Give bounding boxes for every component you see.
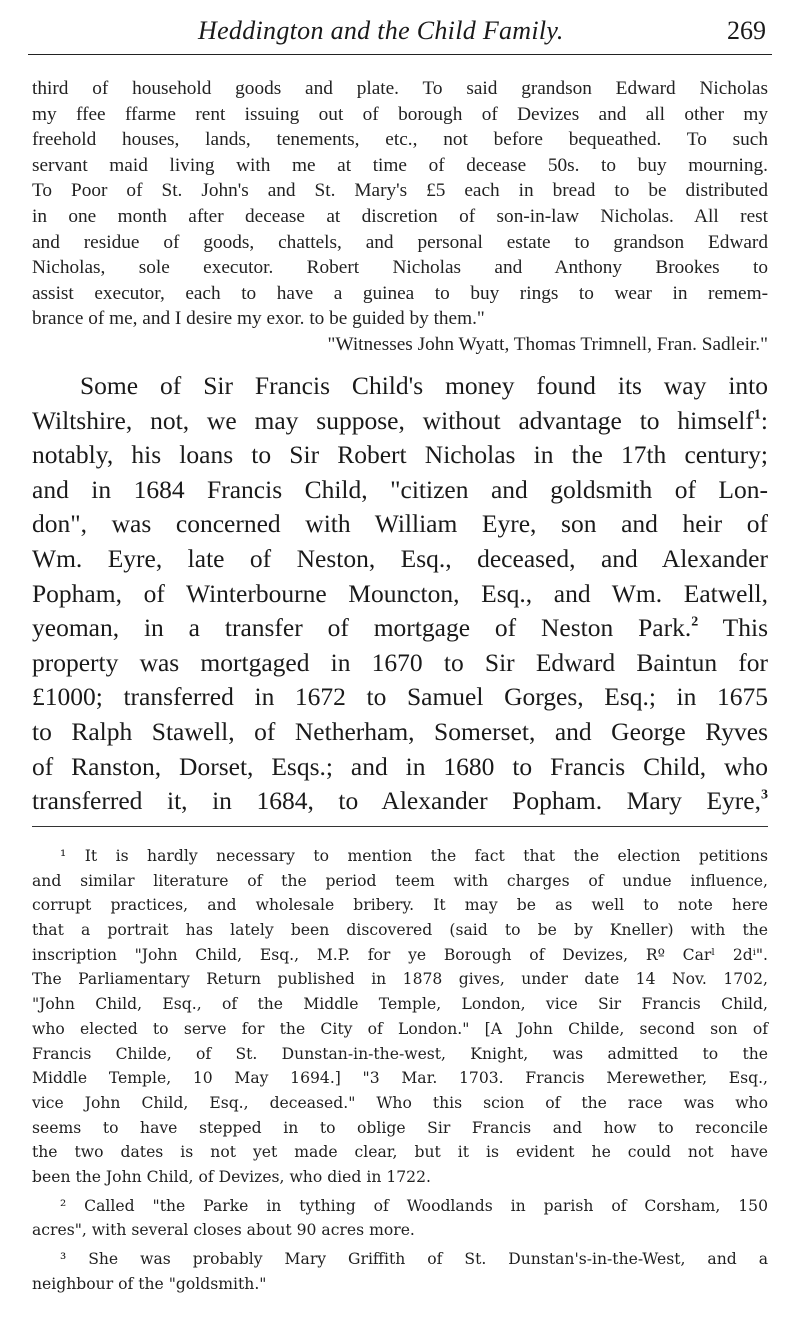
quote-line: third of household goods and plate. To said grandson Edward Nicholas	[32, 78, 768, 99]
footnote-line: seems to have stepped in to oblige Sir Francis and how to reconcile	[32, 1118, 768, 1137]
body-line	[32, 611, 768, 646]
body-line: notably, his loans to Sir Robert Nicholas in the 17th century;	[32, 440, 768, 470]
page-number: 269	[727, 16, 766, 45]
footnote-line: Middle Temple, 10 May 1694.] "3 Mar. 1703. Francis Merewether, Esq.,	[32, 1069, 768, 1088]
body-line: Some of Sir Francis Child's money found its way into	[80, 371, 768, 400]
footnote-line: Francis Childe, of St. Dunstan-in-the-west, Knight, was admitted to the	[32, 1044, 768, 1063]
footnote-line: ¹ It is hardly necessary to mention the fact that the election petitions	[60, 847, 768, 865]
running-header	[28, 14, 772, 55]
footnote-ref-3[interactable]: 3	[760, 787, 768, 803]
body-text: This	[698, 613, 768, 643]
footnote-1	[32, 844, 768, 1190]
body-text: transferred it, in 1684, to Alexander Popham. Mary Eyre,	[32, 786, 761, 816]
quote-line: my ffee ffarme rent issuing out of borough of Devizes and all other my	[32, 103, 768, 125]
body-line: Popham, of Winterbourne Mouncton, Esq., and Wm. Eatwell,	[32, 578, 768, 608]
footnote-line: The Parliamentary Return published in 1878 gives, under date 14 Nov. 1702,	[32, 970, 768, 989]
body-text: :	[760, 405, 768, 435]
body-line: property was mortgaged in 1670 to Sir Edward Baintun for	[32, 647, 768, 677]
footnote-line: who elected to serve for the City of London." [A John Childe, second son of	[32, 1019, 768, 1038]
quote-line: brance of me, and I desire my exor. to be guided by them."	[32, 308, 485, 330]
body-line: Wm. Eyre, late of Neston, Esq., deceased, and Alexander	[32, 543, 768, 573]
footnote-line: acres", with several closes about 90 acres more.	[32, 1221, 415, 1240]
footnote-ref-2[interactable]: 2	[691, 614, 699, 630]
footnote-3	[32, 1247, 768, 1296]
footnote-line: been the John Child, of Devizes, who died in 1722.	[32, 1167, 431, 1186]
witnesses-line: "Witnesses John Wyatt, Thomas Trimnell, Fran. Sadleir."	[327, 333, 768, 355]
footnote-line: the two dates is not yet made clear, but it is evident he could not have	[32, 1143, 768, 1162]
body-line	[32, 404, 768, 439]
quote-line: and residue of goods, chattels, and personal estate to grandson Edward	[32, 231, 768, 253]
main-paragraph	[32, 369, 768, 819]
quote-line: in one month after decease at discretion of son-in-law Nicholas. All rest	[32, 205, 768, 227]
quote-line: Nicholas, sole executor. Robert Nicholas and Anthony Brookes to	[32, 257, 768, 279]
footnote-line: inscription "John Child, Esq., M.P. for ye Borough of Devizes, Rº Carˡ 2dⁱ".	[32, 945, 768, 964]
footnote-line: ² Called "the Parke in tything of Woodlands in parish of Corsham, 150	[60, 1196, 768, 1215]
quote-line: freehold houses, lands, tenements, etc., not before bequeathed. To such	[32, 129, 768, 151]
body-text: Wiltshire, not, we may suppose, without advantage to himself	[32, 405, 754, 435]
body-line: to Ralph Stawell, of Netherham, Somerset, and George Ryves	[32, 716, 768, 746]
body-text: yeoman, in a transfer of mortgage of Neston Park.	[32, 613, 692, 643]
footnote-2	[32, 1194, 768, 1243]
footnotes	[32, 844, 768, 1296]
will-quotation	[32, 76, 768, 358]
quote-line: servant maid living with me at time of decease 50s. to buy mourning.	[32, 154, 768, 176]
body-line: and in 1684 Francis Child, "citizen and goldsmith of Lon-	[32, 474, 768, 504]
quote-line: assist executor, each to have a guinea to buy rings to wear in remem-	[32, 282, 768, 304]
footnote-line: and similar literature of the period teem with charges of undue influence,	[32, 871, 768, 890]
body-line: of Ranston, Dorset, Esqs.; and in 1680 to Francis Child, who	[32, 751, 768, 781]
footnote-line: corrupt practices, and wholesale bribery. It may be as well to note here	[32, 896, 768, 915]
body-line	[32, 784, 768, 819]
footnote-ref-1[interactable]: 1	[753, 407, 761, 423]
footnote-line: vice John Child, Esq., deceased." Who this scion of the race was who	[32, 1093, 768, 1112]
footnote-line: "John Child, Esq., of the Middle Temple, London, vice Sir Francis Child,	[32, 995, 768, 1014]
body-line: £1000; transferred in 1672 to Samuel Gorges, Esq.; in 1675	[32, 682, 768, 712]
quote-line: To Poor of St. John's and St. Mary's £5 each in bread to be distributed	[32, 180, 768, 202]
footnote-line: neighbour of the "goldsmith."	[32, 1274, 267, 1293]
footnote-divider	[32, 826, 768, 827]
running-title: Heddington and the Child Family.	[198, 16, 564, 45]
footnote-line: that a portrait has lately been discovered (said to be by Kneller) with the	[32, 921, 768, 940]
body-line: don", was concerned with William Eyre, son and heir of	[32, 509, 768, 539]
footnote-line: ³ She was probably Mary Griffith of St. Dunstan's-in-the-West, and a	[60, 1250, 768, 1268]
